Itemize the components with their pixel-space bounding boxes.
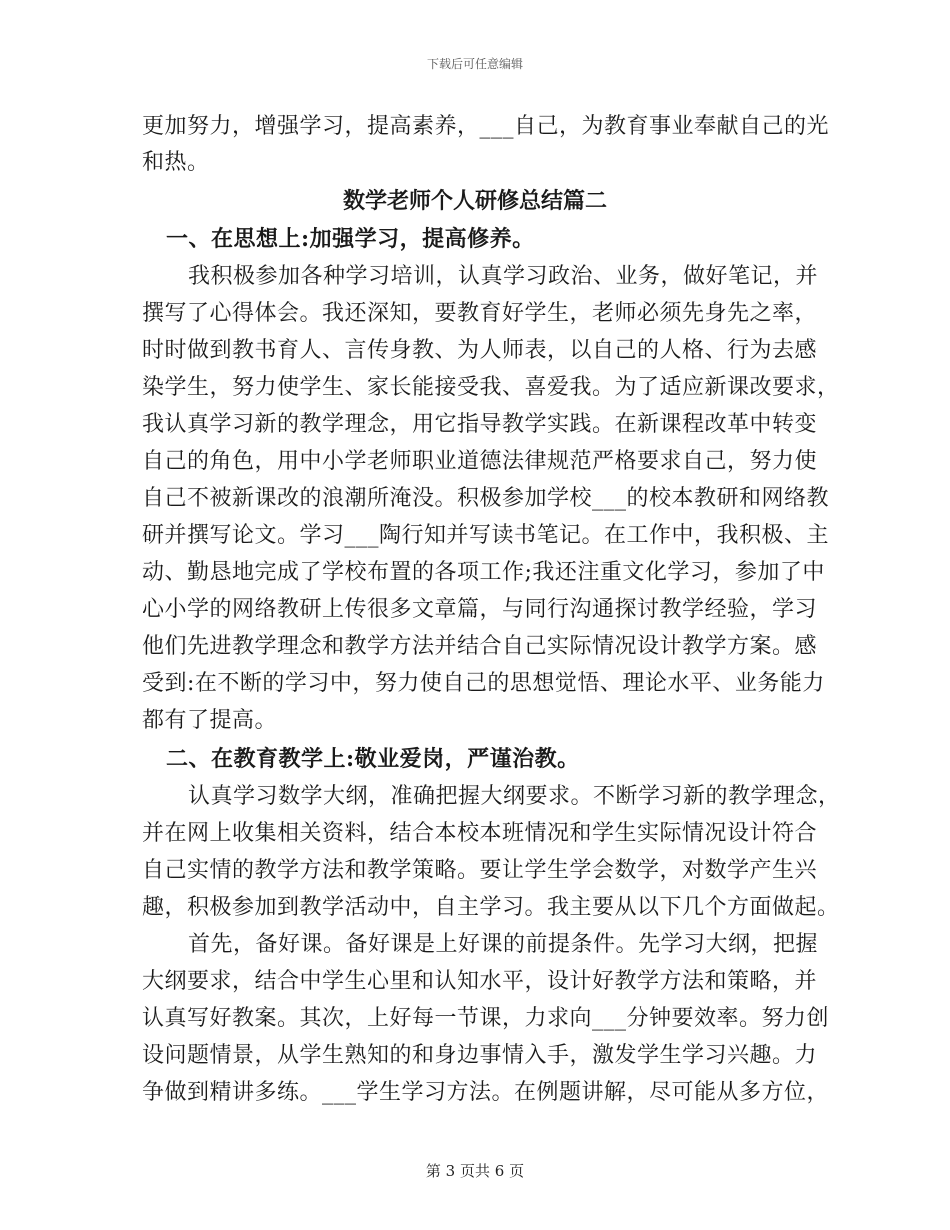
paragraph-first-line: 我积极参加各种学习培训，认真学习政治、业务，做好笔记，并 xyxy=(188,264,819,289)
text-line: 自己的角色，用中小学老师职业道德法律规范严格要求自己，努力使 xyxy=(142,449,818,474)
text-line: 自己不被新课改的浪潮所淹没。积极参加学校___的校本教研和网络教 xyxy=(142,486,830,511)
text-line: 他们先进教学理念和教学方法并结合自己实际情况设计教学方案。感 xyxy=(142,634,818,659)
text-line: 更加努力，增强学习，提高素养，___自己，为教育事业奉献自己的光 xyxy=(142,114,830,139)
text-line: 都有了提高。 xyxy=(142,708,278,733)
text-line: 我认真学习新的教学理念，用它指导教学实践。在新课程改革中转变 xyxy=(142,412,818,437)
text-line: 设问题情景，从学生熟知的和身边事情入手，激发学生学习兴趣。力 xyxy=(142,1043,818,1068)
text-line: 争做到精讲多练。___学生学习方法。在例题讲解，尽可能从多方位， xyxy=(142,1080,830,1105)
page-header: 下载后可任意编辑 xyxy=(426,57,523,71)
text-line: 撰写了心得体会。我还深知，要教育好学生，老师必须先身先之率， xyxy=(142,301,818,326)
text-line: 自己实情的教学方法和教学策略。要让学生学会数学，对数学产生兴 xyxy=(142,858,818,883)
page-footer: 第 3 页共 6 页 xyxy=(425,1162,525,1180)
text-line: 趣，积极参加到教学活动中，自主学习。我主要从以下几个方面做起。 xyxy=(142,895,840,920)
text-line: 认真写好教案。其次，上好每一节课，力求向___分钟要效率。努力创 xyxy=(142,1006,830,1031)
text-line: 染学生，努力使学生、家长能接受我、喜爱我。为了适应新课改要求， xyxy=(142,375,840,400)
paragraph-first-line: 认真学习数学大纲，准确把握大纲要求。不断学习新的教学理念， xyxy=(188,784,841,809)
section-title: 数学老师个人研修总结篇二 xyxy=(342,188,607,214)
section-heading: 一、在思想上:加强学习，提高修养。 xyxy=(166,226,535,252)
text-line: 大纲要求，结合中学生心里和认知水平，设计好教学方法和策略，并 xyxy=(142,969,818,994)
text-line: 时时做到教书育人、言传身教、为人师表，以自己的人格、行为去感 xyxy=(142,338,818,363)
section-heading: 二、在教育教学上:敬业爱岗，严谨治教。 xyxy=(166,746,580,772)
text-line: 和热。 xyxy=(142,150,210,175)
text-line: 动、勤恳地完成了学校布置的各项工作;我还注重文化学习，参加了中 xyxy=(142,560,825,585)
text-line: 并在网上收集相关资料，结合本校本班情况和学生实际情况设计符合 xyxy=(142,821,818,846)
text-line: 研并撰写论文。学习___陶行知并写读书笔记。在工作中，我积极、主 xyxy=(142,523,830,548)
text-line: 受到:在不断的学习中，努力使自己的思想觉悟、理论水平、业务能力 xyxy=(142,671,825,696)
text-line: 心小学的网络教研上传很多文章篇，与同行沟通探讨教学经验，学习 xyxy=(142,597,818,622)
paragraph-first-line: 首先，备好课。备好课是上好课的前提条件。先学习大纲，把握 xyxy=(188,932,819,957)
